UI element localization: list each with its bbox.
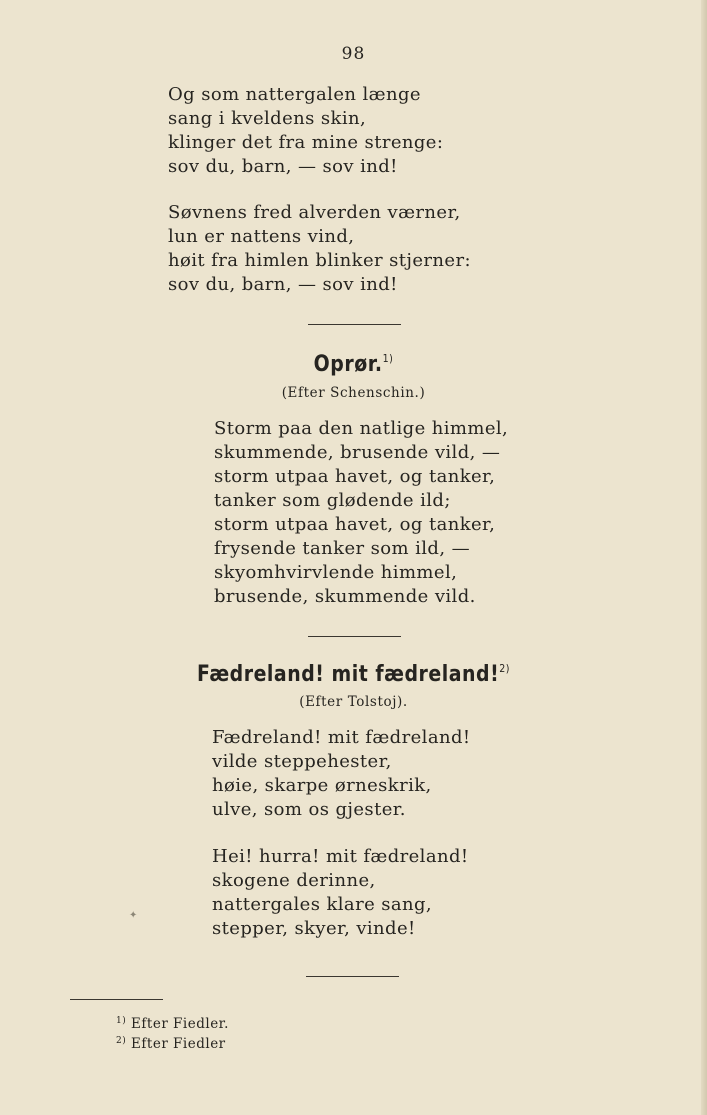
poem-line: storm utpaa havet, og tanker, [214, 466, 496, 487]
poem-line: ulve, som os gjester. [212, 799, 406, 820]
page-edge [701, 0, 707, 1115]
poem-line: Storm paa den natlige himmel, [214, 418, 509, 439]
poem-line: klinger det fra mine strenge: [168, 132, 444, 153]
poem-line: Og som nattergalen længe [168, 84, 421, 105]
poem-line: høie, skarpe ørneskrik, [212, 775, 432, 796]
poem-line: vilde steppehester, [212, 751, 392, 772]
poem-line: Fædreland! mit fædreland! [212, 727, 471, 748]
poem-line: storm utpaa havet, og tanker, [214, 514, 496, 535]
footnote-2 [116, 1036, 226, 1052]
poem3-title-footnote-marker: 2) [499, 662, 510, 675]
poem-line: brusende, skummende vild. [214, 586, 476, 607]
footnote-marker: 2) [116, 1036, 127, 1046]
poem-line: Søvnens fred alverden værner, [168, 202, 461, 223]
poem3-stanza2 [212, 845, 469, 941]
poem1-stanza2 [168, 201, 471, 297]
poem3-stanza1 [212, 726, 471, 822]
poem-line: skyomhvirvlende himmel, [214, 562, 458, 583]
poem-line: sov du, barn, — sov ind! [168, 156, 398, 177]
poem-line: stepper, skyer, vinde! [212, 918, 416, 939]
poem3-title-text: Fædreland! mit fædreland! [197, 662, 500, 687]
poem2-title-text: Oprør. [313, 352, 383, 377]
section-divider [308, 324, 401, 325]
poem3-subtitle: (Efter Tolstoj). [299, 694, 408, 710]
poem-line: nattergales klare sang, [212, 894, 433, 915]
poem3-title [49, 662, 657, 687]
footnote-text: Efter Fiedler. [131, 1016, 229, 1032]
poem-line: sov du, barn, — sov ind! [168, 274, 398, 295]
section-divider [306, 976, 399, 977]
poem2-title-footnote-marker: 1) [382, 352, 394, 365]
poem1-stanza1 [168, 83, 443, 179]
poem-line: skogene derinne, [212, 870, 376, 891]
poem2-subtitle: (Efter Schenschin.) [281, 385, 426, 401]
poem2-title [49, 352, 657, 377]
footnote-marker: 1) [116, 1016, 127, 1026]
poem2-stanza1 [214, 417, 508, 609]
poem-line: høit fra himlen blinker stjerner: [168, 250, 471, 271]
poem-line: Hei! hurra! mit fædreland! [212, 846, 469, 867]
section-divider [308, 636, 401, 637]
footnote-text: Efter Fiedler [131, 1036, 226, 1052]
paper-speck: ✦ [129, 910, 138, 921]
footnote-1 [116, 1016, 229, 1032]
poem-line: frysende tanker som ild, — [214, 538, 471, 559]
poem-line: tanker som glødende ild; [214, 490, 451, 511]
footnote-divider [70, 999, 163, 1000]
poem-line: lun er nattens vind, [168, 226, 355, 247]
page-number: 98 [341, 44, 366, 64]
poem-line: skummende, brusende vild, — [214, 442, 501, 463]
poem-line: sang i kveldens skin, [168, 108, 367, 129]
